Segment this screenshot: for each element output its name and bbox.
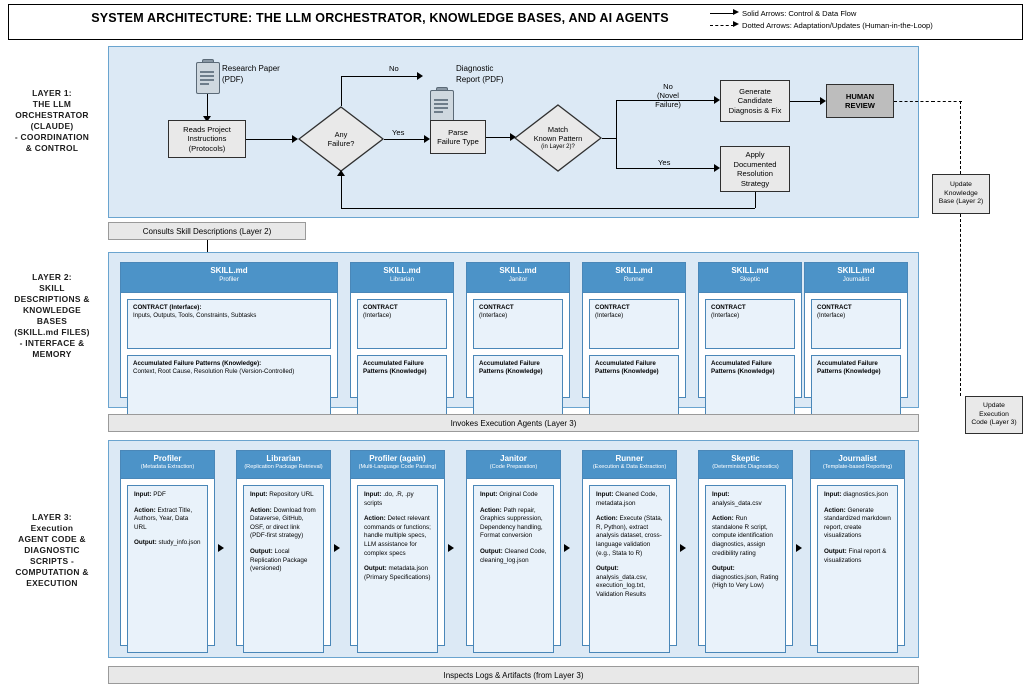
skill-contract-section: CONTRACT (Interface) <box>811 299 901 349</box>
agent-card-header: Librarian (Replication Package Retrieval) <box>237 451 330 479</box>
skill-contract-section: CONTRACT (Interface) <box>357 299 447 349</box>
edge-label-yes-bottom: Yes <box>658 158 671 167</box>
legend-item-dotted <box>706 19 1006 31</box>
research-paper-icon <box>194 62 220 92</box>
generate-candidate-box[interactable]: Generate Candidate Diagnosis & Fix <box>720 80 790 122</box>
skill-card-librarian[interactable] <box>350 262 454 398</box>
match-known-pattern-label: Match Known Pattern (in Layer 2)? <box>533 124 583 150</box>
connector-no-to-report <box>341 76 419 77</box>
agent-card-header: Runner (Execution & Data Extraction) <box>583 451 676 479</box>
agent-card-profiler[interactable] <box>120 450 215 646</box>
legend-label-dotted: Dotted Arrows: Adaptation/Updates (Human-in-the-Loop) <box>742 21 933 30</box>
apply-resolution-box[interactable]: Apply Documented Resolution Strategy <box>720 146 790 192</box>
legend-item-solid <box>706 7 1006 19</box>
agent-card-header: Janitor (Code Preparation) <box>467 451 560 479</box>
agent-card-header: Profiler (Metadata Extraction) <box>121 451 214 479</box>
skill-card-header: SKILL.md Profiler <box>121 263 337 293</box>
inspects-logs-bar <box>108 666 919 684</box>
connector-update-kb-right <box>932 101 962 102</box>
connector-decision-to-parse <box>384 139 426 140</box>
agent-card-body: Input: Repository URL Action: Download from Dataverse, GitHub, OSF, or direct link (PDF-first strategy) Output: Local Replication Package (versioned) <box>243 485 324 653</box>
agent-card-header: Profiler (again) (Multi-Language Code Parsing) <box>351 451 444 479</box>
agent-card-janitor[interactable] <box>466 450 561 646</box>
arrowhead-icon <box>733 21 739 27</box>
parse-failure-type-box[interactable]: Parse Failure Type <box>430 120 486 154</box>
update-execution-code-box[interactable]: Update Execution Code (Layer 3) <box>965 396 1023 434</box>
agent-card-body: Input: Cleaned Code, metadata.json Action: Execute (Stata, R, Python), extract analysis dataset, cross-language validation (e.g., Stata to R) Output: analysis_data.csv, execution_log.txt, Validation Results <box>589 485 670 653</box>
skill-contract-section: CONTRACT (Interface) <box>705 299 795 349</box>
skill-card-profiler[interactable] <box>120 262 338 398</box>
skill-card-janitor[interactable] <box>466 262 570 398</box>
edge-label-no: No <box>389 64 399 73</box>
connector-reads-to-decision <box>246 139 294 140</box>
consults-skill-descriptions-label: Consults Skill Descriptions (Layer 2) <box>142 226 272 236</box>
layer1-side-label: LAYER 1: THE LLM ORCHESTRATOR (CLAUDE) - COORDINATION & CONTROL <box>14 88 90 153</box>
agent-card-librarian[interactable] <box>236 450 331 646</box>
arrow-right-icon <box>796 544 802 552</box>
skill-patterns-section: Accumulated Failure Patterns (Knowledge) <box>589 355 679 421</box>
any-failure-decision[interactable] <box>298 106 384 172</box>
skill-card-header: SKILL.md Journalist <box>805 263 907 293</box>
agent-card-body: Input: .do, .R, .py scripts Action: Detect relevant commands or functions; handle multiple specs, LLM assistance for complex specs Output: metadata.json (Primary Specifications) <box>357 485 438 653</box>
connector-match-split <box>616 100 617 168</box>
skill-card-header: SKILL.md Skeptic <box>699 263 801 293</box>
agent-card-body: Input: analysis_data.csv Action: Run standalone R script, compute identification diagnostics, assign credibility rating Output: diagnostics.json, Rating (High to Very Low) <box>705 485 786 653</box>
diagnostic-report-icon <box>428 90 454 120</box>
connector-yes-documented <box>616 168 716 169</box>
skill-card-journalist[interactable] <box>804 262 908 398</box>
edge-label-yes: Yes <box>392 128 405 137</box>
skill-card-header: SKILL.md Runner <box>583 263 685 293</box>
skill-patterns-section: Accumulated Failure Patterns (Knowledge) <box>705 355 795 421</box>
connector-decision-up <box>341 76 342 106</box>
invokes-execution-agents-bar <box>108 414 919 432</box>
update-knowledge-base-box[interactable]: Update Knowledge Base (Layer 2) <box>932 174 990 214</box>
connector-feedback-left <box>341 208 755 209</box>
agent-card-skeptic[interactable] <box>698 450 793 646</box>
agent-card-runner[interactable] <box>582 450 677 646</box>
edge-label-no-novel: No (Novel Failure) <box>655 82 681 109</box>
inspects-logs-label: Inspects Logs & Artifacts (from Layer 3) <box>443 670 584 680</box>
arrow-right-icon <box>334 544 340 552</box>
research-paper-label: Research Paper (PDF) <box>222 64 280 84</box>
arrowhead-icon <box>733 9 739 15</box>
agent-card-body: Input: PDF Action: Extract Title, Authors, Year, Data URL Output: study_info.json <box>127 485 208 653</box>
connector-match-out <box>602 138 616 139</box>
any-failure-label: Any Failure? <box>327 130 355 148</box>
connector-paper-to-reads <box>207 94 208 118</box>
skill-contract-section: CONTRACT (Interface): Inputs, Outputs, Tools, Constraints, Subtasks <box>127 299 331 349</box>
skill-patterns-section: Accumulated Failure Patterns (Knowledge) <box>811 355 901 421</box>
skill-contract-section: CONTRACT (Interface) <box>473 299 563 349</box>
skill-patterns-section: Accumulated Failure Patterns (Knowledge) <box>473 355 563 421</box>
connector-update-exec-down <box>960 214 961 396</box>
agent-card-header: Journalist (Template-based Reporting) <box>811 451 904 479</box>
skill-card-skeptic[interactable] <box>698 262 802 398</box>
human-review-box[interactable]: HUMAN REVIEW <box>826 84 894 118</box>
invokes-execution-agents-label: Invokes Execution Agents (Layer 3) <box>450 418 577 428</box>
match-known-pattern-decision[interactable] <box>514 104 602 172</box>
skill-patterns-section: Accumulated Failure Patterns (Knowledge) <box>357 355 447 421</box>
dotted-arrow-icon <box>710 25 734 26</box>
agent-card-profiler-again[interactable] <box>350 450 445 646</box>
arrow-right-icon <box>417 72 423 80</box>
layer3-side-label: LAYER 3: Execution AGENT CODE & DIAGNOSTIC SCRIPTS - COMPUTATION & EXECUTION <box>15 512 89 588</box>
skill-patterns-section: Accumulated Failure Patterns (Knowledge): Context, Root Cause, Resolution Rule (Version-Controlled) <box>127 355 331 421</box>
skill-card-runner[interactable] <box>582 262 686 398</box>
layer2-side-label: LAYER 2: SKILL DESCRIPTIONS & KNOWLEDGE BASES (SKILL.md FILES) - INTERFACE & MEMORY <box>14 272 90 359</box>
arrow-right-icon <box>448 544 454 552</box>
arrow-up-icon <box>337 170 345 176</box>
agent-card-header: Skeptic (Deterministic Diagnostics) <box>699 451 792 479</box>
connector-feedback-up <box>341 172 342 208</box>
connector-candidate-to-review <box>790 101 822 102</box>
skill-contract-section: CONTRACT (Interface) <box>589 299 679 349</box>
arrow-right-icon <box>564 544 570 552</box>
connector-update-kb-down <box>960 101 961 174</box>
agent-card-body: Input: diagnostics.json Action: Generate standardized markdown report, create visualizations Output: Final report & visualizations <box>817 485 898 653</box>
agent-card-body: Input: Original Code Action: Path repair, Graphics suppression, Dependency handling, Format conversion Output: Cleaned Code, cleaning_log.json <box>473 485 554 653</box>
page-title: SYSTEM ARCHITECTURE: THE LLM ORCHESTRATOR, KNOWLEDGE BASES, AND AI AGENTS <box>91 11 669 25</box>
diagnostic-report-label: Diagnostic Report (PDF) <box>456 64 504 84</box>
arrow-right-icon <box>218 544 224 552</box>
consults-skill-descriptions-bar <box>108 222 306 240</box>
connector-review-to-update-kb <box>894 101 934 102</box>
skill-card-header: SKILL.md Librarian <box>351 263 453 293</box>
arrow-right-icon <box>680 544 686 552</box>
agent-card-journalist[interactable] <box>810 450 905 646</box>
legend <box>706 7 1006 35</box>
solid-arrow-icon <box>710 13 734 14</box>
legend-label-solid: Solid Arrows: Control & Data Flow <box>742 9 857 18</box>
connector-apply-down <box>755 192 756 208</box>
reads-project-instructions-box[interactable]: Reads Project Instructions (Protocols) <box>168 120 246 158</box>
skill-card-header: SKILL.md Janitor <box>467 263 569 293</box>
